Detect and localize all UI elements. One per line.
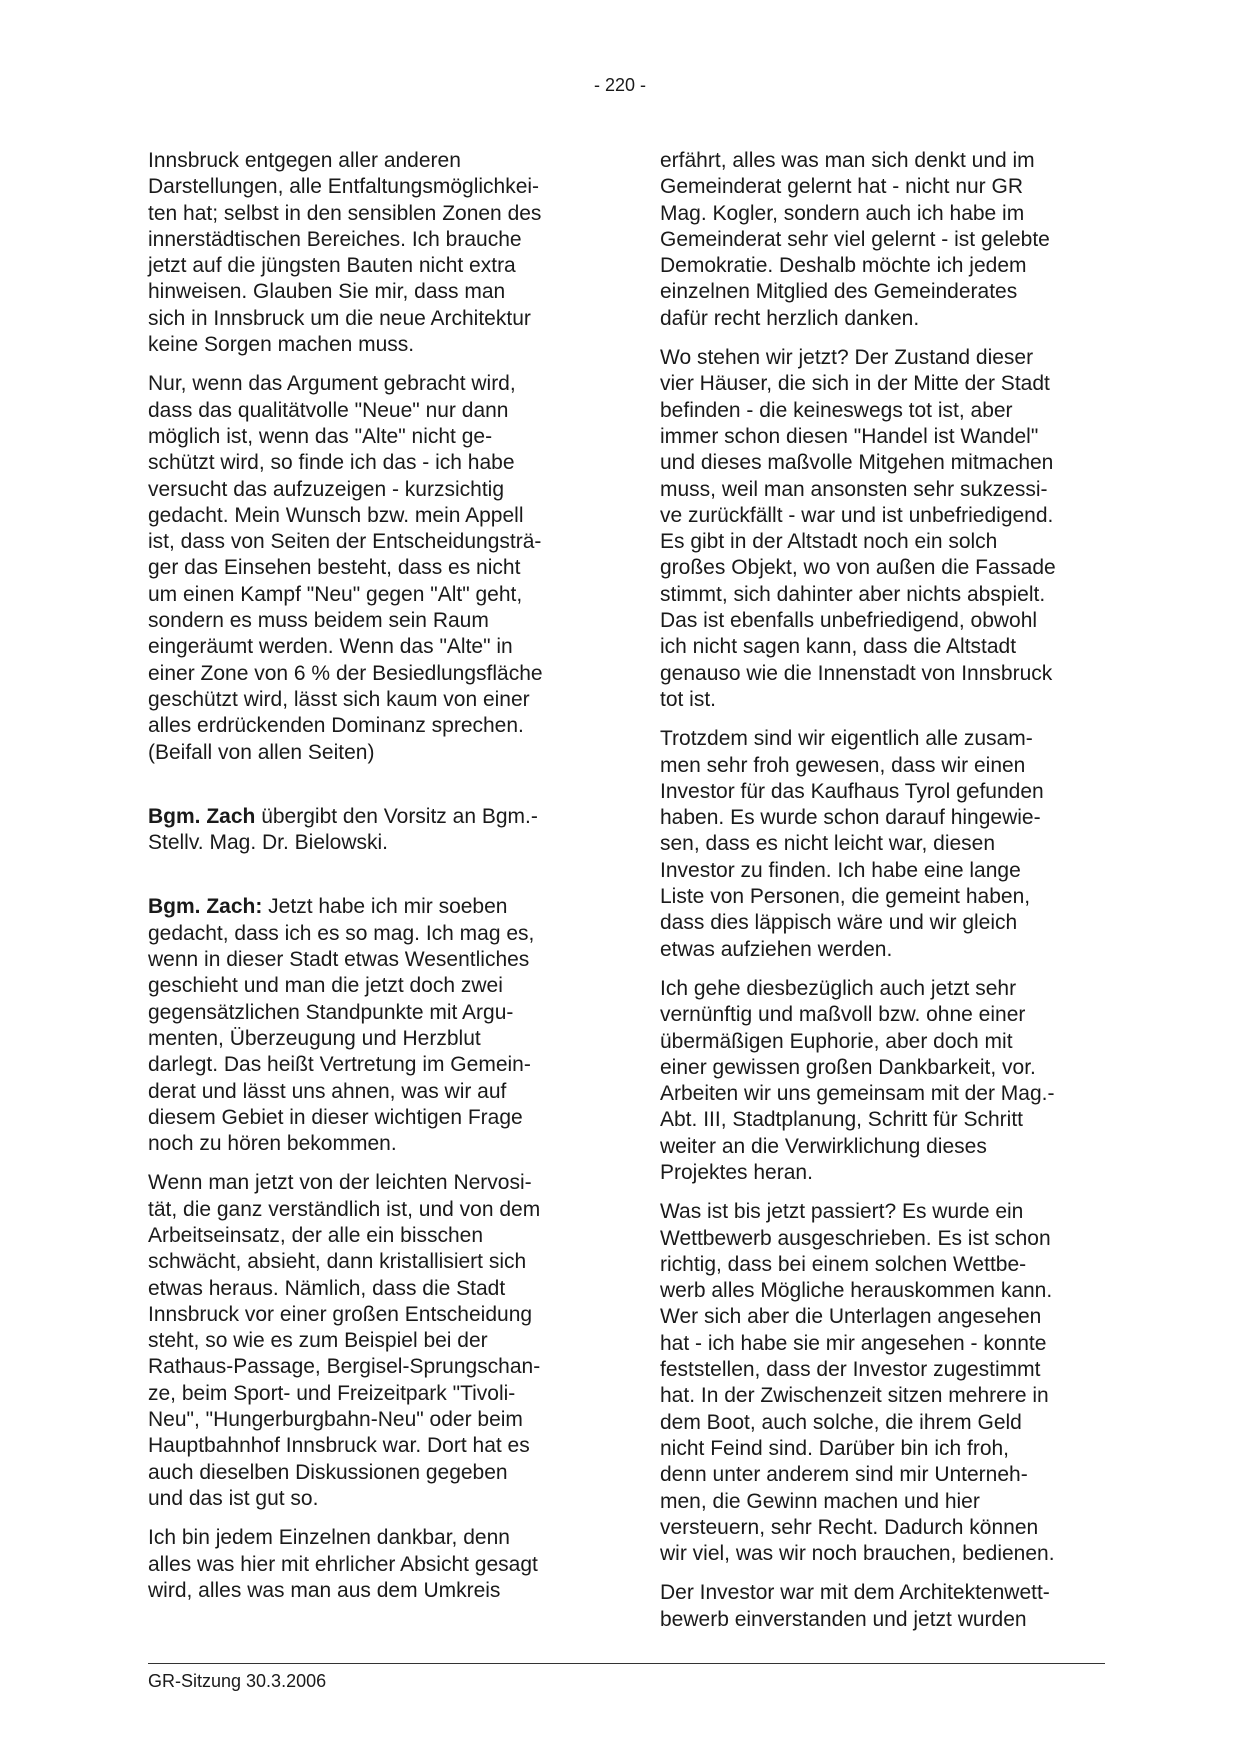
text-line: menten, Überzeugung und Herzblut	[148, 1026, 481, 1050]
text-line: etwas aufziehen werden.	[660, 937, 893, 961]
text-line: Innsbruck entgegen aller anderen	[148, 149, 461, 172]
text-line: Investor für das Kaufhaus Tyrol gefunden	[660, 779, 1044, 803]
text-line: muss, weil man ansonsten sehr sukzessi-	[660, 477, 1048, 501]
text-line: erfährt, alles was man sich denkt und im	[660, 149, 1035, 172]
text-line: noch zu hören bekommen.	[148, 1132, 397, 1156]
text-line: um einen Kampf "Neu" gegen "Alt" geht,	[148, 582, 523, 606]
speaker-text: übergibt den Vorsitz an Bgm.-	[255, 804, 538, 828]
speaker-text: Jetzt habe ich mir soeben	[262, 895, 508, 919]
text-line: auch dieselben Diskussionen gegeben	[148, 1460, 508, 1484]
text-line: etwas heraus. Nämlich, dass die Stadt	[148, 1276, 506, 1300]
text-line: ze, beim Sport- und Freizeitpark "Tivoli-	[148, 1381, 516, 1405]
text-line: steht, so wie es zum Beispiel bei der	[148, 1329, 488, 1353]
left-column	[148, 148, 598, 1617]
paragraph	[660, 345, 1110, 713]
text-line: wenn in dieser Stadt etwas Wesentliches	[148, 948, 530, 972]
paragraph	[148, 804, 598, 857]
text-line: hinweisen. Glauben Sie mir, dass man	[148, 280, 506, 304]
text-line: Was ist bis jetzt passiert? Es wurde ein	[660, 1200, 1024, 1224]
text-line: dafür recht herzlich danken.	[660, 306, 920, 330]
text-line: übermäßigen Euphorie, aber doch mit	[660, 1029, 1013, 1053]
text-line: tät, die ganz verständlich ist, und von dem	[148, 1197, 541, 1221]
text-line: geschieht und man die jetzt doch zwei	[148, 974, 503, 998]
text-line: Nur, wenn das Argument gebracht wird,	[148, 372, 516, 396]
text-line: Abt. III, Stadtplanung, Schritt für Schritt	[660, 1108, 1024, 1132]
text-line: dass dies läppisch wäre und wir gleich	[660, 911, 1018, 935]
text-line: einer gewissen großen Dankbarkeit, vor.	[660, 1055, 1036, 1079]
text-line: innerstädtischen Bereiches. Ich brauche	[148, 227, 522, 251]
text-line: bewerb einverstanden und jetzt wurden	[660, 1607, 1027, 1631]
text-line	[148, 894, 598, 920]
text-line: immer schon diesen "Handel ist Wandel"	[660, 424, 1039, 448]
text-line: diesem Gebiet in dieser wichtigen Frage	[148, 1105, 523, 1129]
text-line: und das ist gut so.	[148, 1486, 319, 1510]
text-line: Arbeiten wir uns gemeinsam mit der Mag.-	[660, 1082, 1055, 1106]
text-line: richtig, dass bei einem solchen Wettbe-	[660, 1252, 1027, 1276]
text-line: einzelnen Mitglied des Gemeinderates	[660, 280, 1018, 304]
text-line: men, die Gewinn machen und hier	[660, 1489, 980, 1513]
text-line: darlegt. Das heißt Vertretung im Gemein-	[148, 1053, 531, 1077]
text-line: Gemeinderat sehr viel gelernt - ist gelebte	[660, 227, 1050, 251]
text-line: sen, dass es nicht leicht war, diesen	[660, 832, 996, 856]
text-line: Wenn man jetzt von der leichten Nervosi-	[148, 1171, 532, 1195]
text-line: weiter an die Verwirklichung dieses	[660, 1134, 987, 1158]
text-line: Wer sich aber die Unterlagen angesehen	[660, 1305, 1042, 1329]
text-line: versteuern, sehr Recht. Dadurch können	[660, 1515, 1039, 1539]
paragraph	[148, 1170, 598, 1512]
text-line: möglich ist, wenn das "Alte" nicht ge-	[148, 424, 493, 448]
text-line: gegensätzlichen Standpunkte mit Argu-	[148, 1000, 514, 1024]
text-line: keine Sorgen machen muss.	[148, 333, 415, 357]
text-line: großes Objekt, wo von außen die Fassade	[660, 556, 1056, 580]
text-line: Trotzdem sind wir eigentlich alle zusam-	[660, 727, 1033, 751]
text-line: derat und lässt uns ahnen, was wir auf	[148, 1079, 507, 1103]
text-line: gedacht. Mein Wunsch bzw. mein Appell	[148, 503, 524, 527]
text-line: jetzt auf die jüngsten Bauten nicht extra	[148, 254, 516, 278]
paragraph	[660, 1580, 1110, 1633]
text-line: Projektes heran.	[660, 1160, 813, 1184]
text-line: haben. Es wurde schon darauf hingewie-	[660, 806, 1041, 830]
text-line: Stellv. Mag. Dr. Bielowski.	[148, 831, 389, 855]
text-line: Rathaus-Passage, Bergisel-Sprungschan-	[148, 1355, 541, 1379]
text-line: nicht Feind sind. Darüber bin ich froh,	[660, 1436, 1010, 1460]
paragraph	[660, 1199, 1110, 1567]
text-line: gedacht, dass ich es so mag. Ich mag es,	[148, 921, 535, 945]
speaker-name: Bgm. Zach:	[148, 895, 263, 919]
text-line: (Beifall von allen Seiten)	[148, 740, 375, 764]
text-line: Das ist ebenfalls unbefriedigend, obwohl	[660, 609, 1038, 633]
text-line: Darstellungen, alle Entfaltungsmöglichkei-	[148, 175, 540, 199]
speaker-name: Bgm. Zach	[148, 804, 256, 828]
text-line: sich in Innsbruck um die neue Architektur	[148, 306, 531, 330]
text-line: wird, alles was man aus dem Umkreis	[148, 1578, 501, 1602]
text-line: ich nicht sagen kann, dass die Altstadt	[660, 635, 1017, 659]
footer-session-date: GR-Sitzung 30.3.2006	[148, 1671, 327, 1691]
text-line: schwächt, absieht, dann kristallisiert sich	[148, 1250, 527, 1274]
text-line: ve zurückfällt - war und ist unbefriedigend.	[660, 503, 1054, 527]
text-line: feststellen, dass der Investor zugestimmt	[660, 1358, 1041, 1382]
text-line: vernünftig und maßvoll bzw. ohne einer	[660, 1003, 1026, 1027]
text-line: Es gibt in der Altstadt noch ein solch	[660, 530, 998, 554]
text-line: hat - ich habe sie mir angesehen - konnte	[660, 1331, 1047, 1355]
text-line: wir viel, was wir noch brauchen, bedienen.	[660, 1542, 1055, 1566]
text-line: Gemeinderat gelernt hat - nicht nur GR	[660, 175, 1024, 199]
text-line: hat. In der Zwischenzeit sitzen mehrere in	[660, 1384, 1049, 1408]
text-line: schützt wird, so finde ich das - ich habe	[148, 451, 515, 475]
text-line: tot ist.	[660, 687, 717, 711]
text-line: Demokratie. Deshalb möchte ich jedem	[660, 254, 1027, 278]
text-line: Mag. Kogler, sondern auch ich habe im	[660, 201, 1025, 225]
text-line	[148, 804, 598, 830]
text-line: Ich bin jedem Einzelnen dankbar, denn	[148, 1526, 510, 1550]
footer-divider	[148, 1663, 1105, 1664]
text-line: werb alles Mögliche herauskommen kann.	[660, 1279, 1053, 1303]
text-line: alles erdrückenden Dominanz sprechen.	[148, 714, 524, 738]
paragraph	[148, 371, 598, 765]
text-line: alles was hier mit ehrlicher Absicht gesagt	[148, 1552, 538, 1576]
text-line: dem Boot, auch solche, die ihrem Geld	[660, 1410, 1022, 1434]
text-line: versucht das aufzuzeigen - kurzsichtig	[148, 477, 505, 501]
page-number: - 220 -	[593, 75, 647, 95]
paragraph	[148, 1525, 598, 1604]
text-line: Ich gehe diesbezüglich auch jetzt sehr	[660, 976, 1017, 1000]
paragraph	[660, 976, 1110, 1186]
text-line: genauso wie die Innenstadt von Innsbruck	[660, 661, 1053, 685]
text-line: ger das Einsehen besteht, dass es nicht	[148, 556, 521, 580]
paragraph	[148, 894, 598, 1157]
text-line: sondern es muss beidem sein Raum	[148, 609, 489, 633]
text-line: Neu", "Hungerburgbahn-Neu" oder beim	[148, 1408, 523, 1432]
text-line: dass das qualitätvolle "Neue" nur dann	[148, 398, 509, 422]
text-line: Liste von Personen, die gemeint haben,	[660, 885, 1031, 909]
text-line: Investor zu finden. Ich habe eine lange	[660, 858, 1021, 882]
text-line: Innsbruck vor einer großen Entscheidung	[148, 1302, 533, 1326]
text-line: stimmt, sich dahinter aber nichts abspielt.	[660, 582, 1046, 606]
text-line: ist, dass von Seiten der Entscheidungsträ-	[148, 530, 542, 554]
paragraph	[148, 148, 598, 358]
paragraph	[660, 148, 1110, 332]
right-column	[660, 148, 1110, 1646]
text-line: Hauptbahnhof Innsbruck war. Dort hat es	[148, 1434, 530, 1458]
text-line: Wettbewerb ausgeschrieben. Es ist schon	[660, 1226, 1051, 1250]
text-line: Der Investor war mit dem Architektenwett-	[660, 1581, 1050, 1605]
text-line: einer Zone von 6 % der Besiedlungsfläche	[148, 661, 543, 685]
text-line: vier Häuser, die sich in der Mitte der Stadt	[660, 372, 1050, 396]
text-line: Arbeitseinsatz, der alle ein bisschen	[148, 1223, 484, 1247]
text-line: geschützt wird, lässt sich kaum von einer	[148, 687, 530, 711]
text-line: men sehr froh gewesen, dass wir einen	[660, 753, 1026, 777]
text-line: ten hat; selbst in den sensiblen Zonen des	[148, 201, 542, 225]
text-line: Wo stehen wir jetzt? Der Zustand dieser	[660, 346, 1034, 370]
text-line: denn unter anderem sind mir Unterneh-	[660, 1463, 1028, 1487]
text-line: befinden - die keineswegs tot ist, aber	[660, 398, 1013, 422]
paragraph	[660, 726, 1110, 963]
text-line: eingeräumt werden. Wenn das "Alte" in	[148, 635, 513, 659]
text-line: und dieses maßvolle Mitgehen mitmachen	[660, 451, 1054, 475]
